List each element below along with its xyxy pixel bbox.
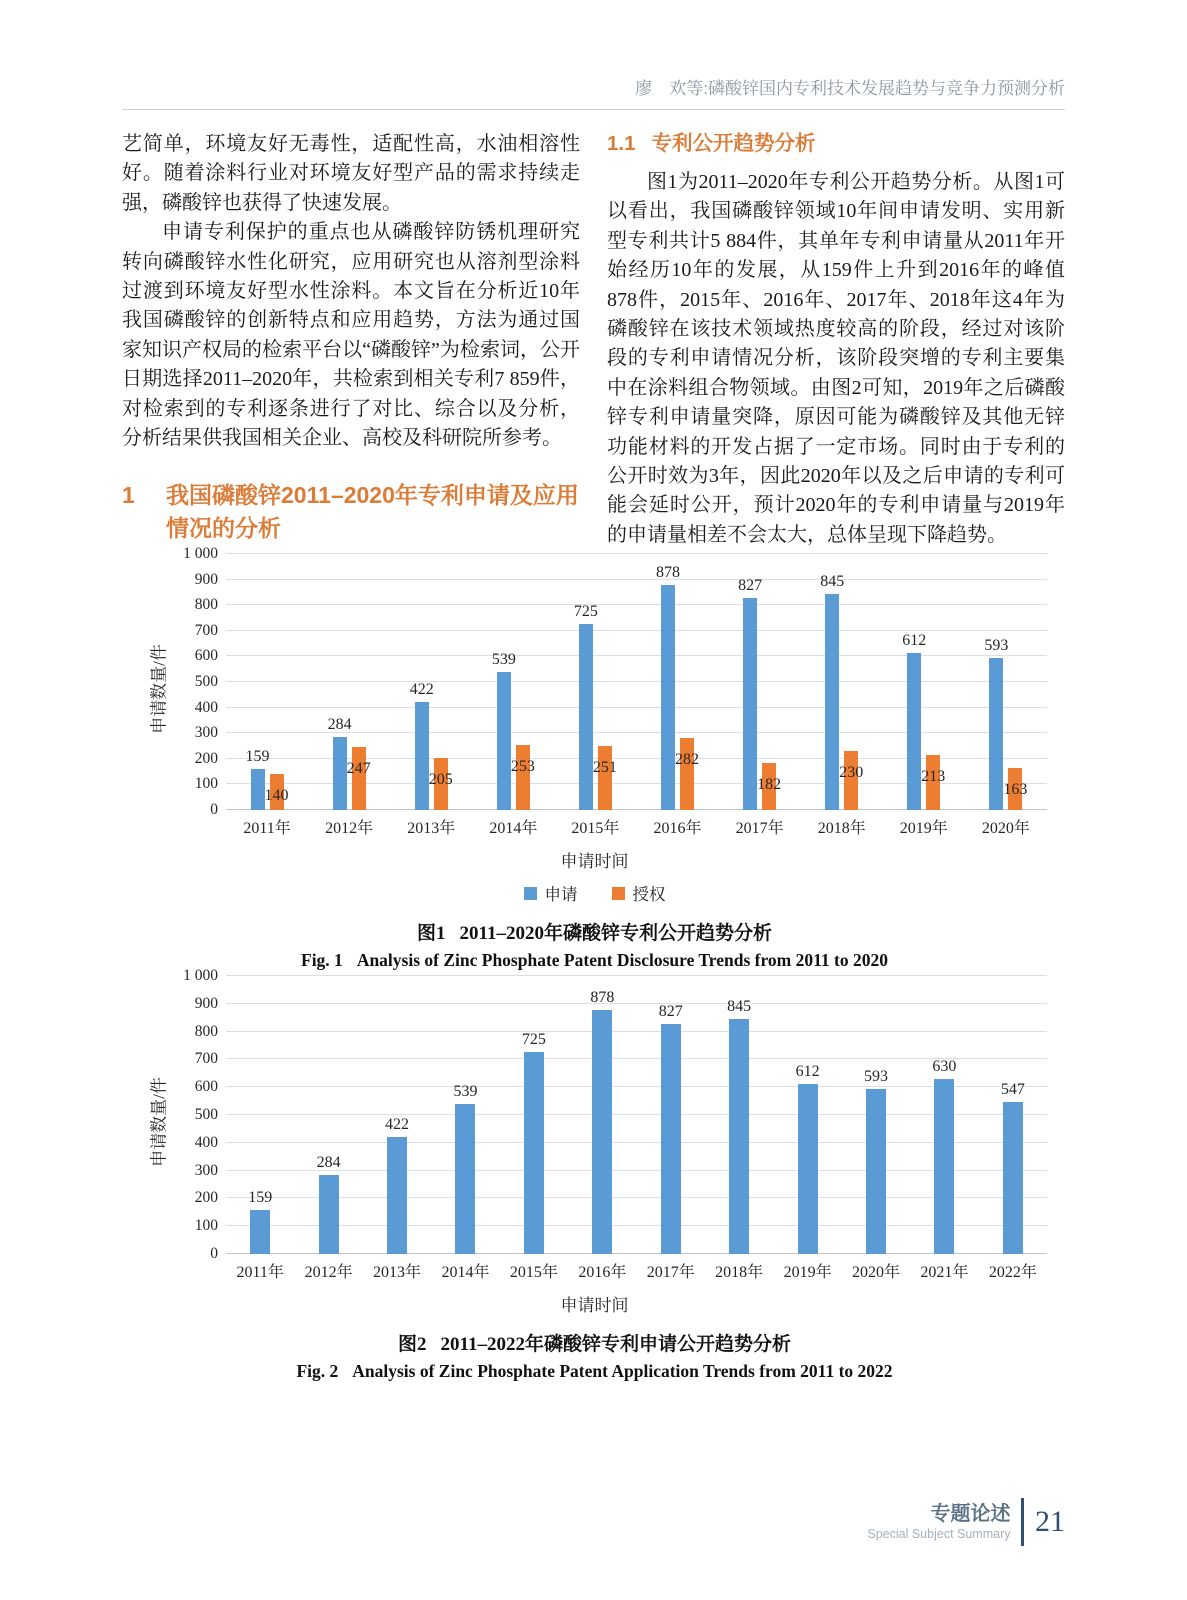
- y-tick-label: 1 000: [183, 967, 218, 984]
- figure-1: [142, 540, 1047, 971]
- x-tick-label: 2012年: [304, 1264, 353, 1281]
- figure1-chart: [142, 540, 1047, 905]
- y-tick-label: 700: [194, 621, 218, 639]
- bar-申请-2018年: [820, 572, 845, 810]
- bar-group-2019年: [773, 976, 841, 1254]
- bar-value-label: 725: [521, 1031, 546, 1049]
- bar-value-label: 725: [573, 603, 598, 621]
- section-heading: [122, 479, 580, 545]
- bar-group-2016年: [568, 976, 636, 1254]
- y-tick-label: 800: [194, 1022, 218, 1040]
- bar-group-2014年: [472, 554, 554, 810]
- bar-group-2021年: [910, 976, 978, 1254]
- x-tick-label: 2019年: [899, 820, 948, 837]
- bar-授权-2013年: [428, 758, 453, 810]
- bar-group-2015年: [500, 976, 568, 1254]
- bar-group-2012年: [308, 554, 390, 810]
- y-tick-label: 500: [194, 673, 218, 690]
- running-header: 廖 欢等:磷酸锌国内专利技术发展趋势与竞争力预测分析: [122, 74, 1065, 110]
- bar-申请-2017年: [658, 1003, 683, 1254]
- figure1-plot-area: [226, 554, 1047, 810]
- figure2-caption-en: [142, 1361, 1047, 1382]
- bar-申请-2014年: [453, 1083, 478, 1254]
- bar-value-label: 284: [327, 716, 352, 734]
- x-tick-label: 2015年: [571, 820, 620, 837]
- bar-group-2017年: [637, 976, 705, 1254]
- bar-group-2019年: [883, 554, 965, 810]
- y-tick-label: 100: [194, 1217, 218, 1235]
- figure2-caption-zh-text: 2011–2022年磷酸锌专利申请公开趋势分析: [440, 1334, 791, 1355]
- page-footer: [867, 1498, 1065, 1546]
- bar-value-label: 182: [757, 776, 782, 794]
- figure2-y-ticks: [172, 967, 226, 1262]
- legend-label: 授权: [632, 885, 666, 904]
- bar-value-label: 251: [592, 758, 617, 776]
- bar-value-label: 247: [346, 759, 371, 777]
- bar-value-label: 422: [385, 1115, 410, 1133]
- bar-value-label: 845: [820, 572, 845, 590]
- bar-申请-2011年: [248, 1188, 273, 1254]
- bar-value-label: 539: [491, 651, 516, 669]
- bar-group-2011年: [226, 976, 294, 1254]
- bar-group-2016年: [636, 554, 718, 810]
- bar-授权-2014年: [510, 745, 535, 810]
- bar-value-label: 630: [932, 1057, 957, 1075]
- bar-value-label: 827: [738, 577, 763, 595]
- right-column: [607, 130, 1065, 550]
- x-tick-label: 2017年: [735, 820, 784, 837]
- x-tick-label: 2012年: [325, 820, 374, 837]
- y-tick-label: 300: [194, 724, 218, 742]
- bar-授权-2012年: [346, 747, 371, 810]
- bar-申请-2019年: [902, 632, 927, 810]
- legend-item-apply: [524, 881, 578, 905]
- figure1-y-axis-title: 申请数量/件: [149, 644, 169, 734]
- bar-value-label: 547: [1000, 1080, 1025, 1098]
- bar-value-label: 253: [510, 758, 535, 776]
- two-column-text: [122, 130, 1065, 550]
- y-tick-label: 600: [194, 647, 218, 665]
- y-tick-label: 200: [194, 1189, 218, 1207]
- figure1-caption-en-label: Fig. 1: [301, 950, 343, 970]
- bar-value-label: 593: [984, 637, 1009, 655]
- bar-value-label: 163: [1003, 781, 1028, 799]
- x-tick-label: 2020年: [852, 1264, 901, 1281]
- y-tick-label: 700: [194, 1050, 218, 1068]
- paragraph: 申请专利保护的重点也从磷酸锌防锈机理研究转向磷酸锌水性化研究，应用研究也从溶剂型涂料过渡到环境友好型水性涂料。本文旨在分析近10年我国磷酸锌的创新特点和应用趋势，方法为通过国家知识产权局的检索平台以“磷酸锌”为检索词，公开日期选择2011–2020年，共检索到相关专利7 859件，对检索到的专利逐条进行了对比、综合以及分析，分析结果供我国相关企业、高校及科研院所参考。: [122, 221, 580, 450]
- x-tick-label: 2018年: [817, 820, 866, 837]
- y-tick-label: 900: [194, 994, 218, 1012]
- bar-value-label: 422: [409, 680, 434, 698]
- legend-swatch-orange: [612, 887, 625, 900]
- bar-授权-2015年: [592, 746, 617, 810]
- bar-value-label: 205: [428, 770, 453, 788]
- x-tick-label: 2018年: [715, 1264, 764, 1281]
- y-tick-label: 600: [194, 1078, 218, 1096]
- y-tick-label: 0: [210, 801, 218, 818]
- bar-申请-2012年: [327, 716, 352, 810]
- bar-group-2022年: [979, 976, 1047, 1254]
- y-tick-label: 900: [194, 570, 218, 588]
- bar-group-2018年: [705, 976, 773, 1254]
- bar-申请-2016年: [590, 988, 615, 1254]
- subsection-heading: [607, 130, 1065, 158]
- legend-swatch-blue: [524, 887, 537, 900]
- bar-申请-2016年: [656, 564, 681, 810]
- bar-value-label: 878: [590, 988, 615, 1006]
- bar-value-label: 230: [839, 764, 864, 782]
- bar-授权-2019年: [921, 755, 946, 810]
- figure1-plot-column: [226, 540, 1047, 838]
- page-number: 21: [1035, 1505, 1065, 1538]
- bar-申请-2021年: [932, 1057, 957, 1254]
- figure2-caption-en-text: Analysis of Zinc Phosphate Patent Application Trends from 2011 to 2022: [352, 1361, 893, 1381]
- paragraph: 艺简单，环境友好无毒性，适配性高，水油相溶性好。随着涂料行业对环境友好型产品的需求持续走强，磷酸锌也获得了快速发展。: [122, 133, 580, 214]
- bar-value-label: 878: [656, 564, 681, 582]
- footer-column-title-en: Special Subject Summary: [867, 1527, 1011, 1541]
- x-tick-label: 2014年: [489, 820, 538, 837]
- figure2-plot-column: [226, 962, 1047, 1282]
- x-tick-label: 2014年: [441, 1264, 490, 1281]
- x-tick-label: 2011年: [236, 1264, 284, 1281]
- bar-授权-2017年: [757, 763, 782, 810]
- bar-授权-2018年: [839, 751, 864, 810]
- figure1-caption-en-text: Analysis of Zinc Phosphate Patent Disclosure Trends from 2011 to 2020: [356, 950, 888, 970]
- x-tick-label: 2017年: [646, 1264, 695, 1281]
- footer-labels: [867, 1502, 1010, 1542]
- y-tick-label: 100: [194, 775, 218, 793]
- figure1-x-axis-title: 申请时间: [560, 852, 629, 871]
- bar-value-label: 159: [248, 1188, 273, 1206]
- left-column: [122, 130, 580, 550]
- x-tick-label: 2013年: [407, 820, 456, 837]
- bar-申请-2017年: [738, 577, 763, 810]
- footer-divider: [1021, 1498, 1025, 1546]
- x-tick-label: 2013年: [373, 1264, 422, 1281]
- figure2-y-axis-title: 申请数量/件: [149, 1077, 169, 1167]
- figure1-x-labels: [226, 815, 1047, 838]
- y-tick-label: 0: [210, 1245, 218, 1262]
- legend-item-grant: [612, 881, 666, 905]
- bar-申请-2020年: [984, 637, 1009, 810]
- bar-申请-2019年: [795, 1062, 820, 1254]
- figure-2: [142, 962, 1047, 1382]
- x-tick-label: 2011年: [243, 820, 291, 837]
- figure1-caption-zh-label: 图1: [417, 923, 446, 944]
- figure1-caption-zh: [142, 918, 1047, 945]
- bar-申请-2013年: [409, 680, 434, 810]
- section-number: 1: [122, 482, 135, 509]
- bar-value-label: 827: [658, 1003, 683, 1021]
- footer-column-title-zh: 专题论述: [930, 1503, 1011, 1525]
- bar-group-2018年: [801, 554, 883, 810]
- y-tick-label: 800: [194, 596, 218, 614]
- bar-value-label: 284: [316, 1154, 341, 1172]
- bar-value-label: 213: [921, 768, 946, 786]
- figure2-caption-zh-label: 图2: [398, 1334, 427, 1355]
- figure2-caption-en-label: Fig. 2: [296, 1361, 339, 1381]
- bar-申请-2015年: [573, 603, 598, 810]
- y-tick-label: 1 000: [183, 545, 218, 562]
- bar-value-label: 845: [727, 998, 752, 1016]
- bar-申请-2020年: [864, 1068, 888, 1254]
- figure2-chart-body: [142, 962, 1047, 1282]
- y-tick-label: 400: [194, 1133, 218, 1151]
- bar-申请-2022年: [1000, 1080, 1025, 1254]
- bar-value-label: 593: [864, 1068, 888, 1086]
- bar-申请-2012年: [316, 1154, 341, 1254]
- figure1-y-ticks: [172, 545, 226, 818]
- bar-value-label: 140: [264, 787, 289, 805]
- figure2-chart: [142, 962, 1047, 1316]
- x-tick-label: 2022年: [988, 1264, 1037, 1281]
- y-tick-label: 200: [194, 749, 218, 767]
- bar-group-2020年: [965, 554, 1047, 810]
- bar-value-label: 539: [453, 1083, 478, 1101]
- section-title: 我国磷酸锌2011–2020年专利申请及应用情况的分析: [166, 482, 579, 542]
- bar-申请-2013年: [385, 1115, 410, 1254]
- figure2-x-axis-title: 申请时间: [560, 1296, 629, 1315]
- x-tick-label: 2019年: [783, 1264, 832, 1281]
- subsection-number: 1.1: [607, 132, 636, 155]
- bar-授权-2020年: [1003, 768, 1028, 810]
- bar-授权-2016年: [675, 738, 700, 810]
- figure2-plot-area: [226, 976, 1047, 1254]
- x-tick-label: 2016年: [653, 820, 702, 837]
- bar-group-2013年: [390, 554, 472, 810]
- bar-申请-2011年: [245, 748, 270, 810]
- bar-授权-2011年: [264, 774, 289, 810]
- figure2-x-labels: [226, 1259, 1047, 1282]
- y-tick-label: 400: [194, 698, 218, 716]
- bar-value-label: 282: [675, 750, 700, 768]
- figure1-chart-body: [142, 540, 1047, 838]
- x-tick-label: 2015年: [509, 1264, 558, 1281]
- bar-group-2017年: [719, 554, 801, 810]
- bar-申请-2018年: [727, 998, 752, 1254]
- figure1-caption-zh-text: 2011–2020年磷酸锌专利公开趋势分析: [459, 923, 772, 944]
- subsection-title: 专利公开趋势分析: [651, 132, 816, 155]
- bar-申请-2014年: [491, 651, 516, 810]
- bar-group-2015年: [554, 554, 636, 810]
- x-tick-label: 2021年: [920, 1264, 969, 1281]
- x-tick-label: 2016年: [578, 1264, 627, 1281]
- figure1-legend: [142, 881, 1047, 905]
- figure2-caption-zh: [142, 1329, 1047, 1356]
- bar-申请-2015年: [521, 1031, 546, 1254]
- bar-value-label: 612: [795, 1062, 820, 1080]
- bar-group-2011年: [226, 554, 308, 810]
- bar-group-2014年: [431, 976, 499, 1254]
- bar-group-2013年: [363, 976, 431, 1254]
- bar-group-2012年: [294, 976, 362, 1254]
- x-tick-label: 2020年: [981, 820, 1030, 837]
- bar-value-label: 159: [245, 748, 270, 766]
- bar-group-2020年: [842, 976, 910, 1254]
- y-tick-label: 500: [194, 1106, 218, 1123]
- paragraph: 图1为2011–2020年专利公开趋势分析。从图1可以看出，我国磷酸锌领域10年间申请发明、实用新型专利共计5 884件，其单年专利申请量从2011年开始经历10年的发展，从159件上升到2016年的峰值878件，2015年、2016年、2017年、2018年这4年为磷酸锌在该技术领域热度较高的阶段，经过对该阶段的专利申请情况分析，该阶段突增的专利主要集中在涂料组合物领域。由图2可知，2019年之后磷酸锌专利申请量突降，原因可能为磷酸锌及其他无锌功能材料的开发占据了一定市场。同时由于专利的公开时效为3年，因此2020年以及之后申请的专利可能会延时公开，预计2020年的专利申请量与2019年的申请量相差不会太大，总体呈现下降趋势。: [607, 171, 1065, 546]
- bar-value-label: 612: [902, 632, 927, 650]
- legend-label: 申请: [544, 885, 578, 904]
- y-tick-label: 300: [194, 1161, 218, 1179]
